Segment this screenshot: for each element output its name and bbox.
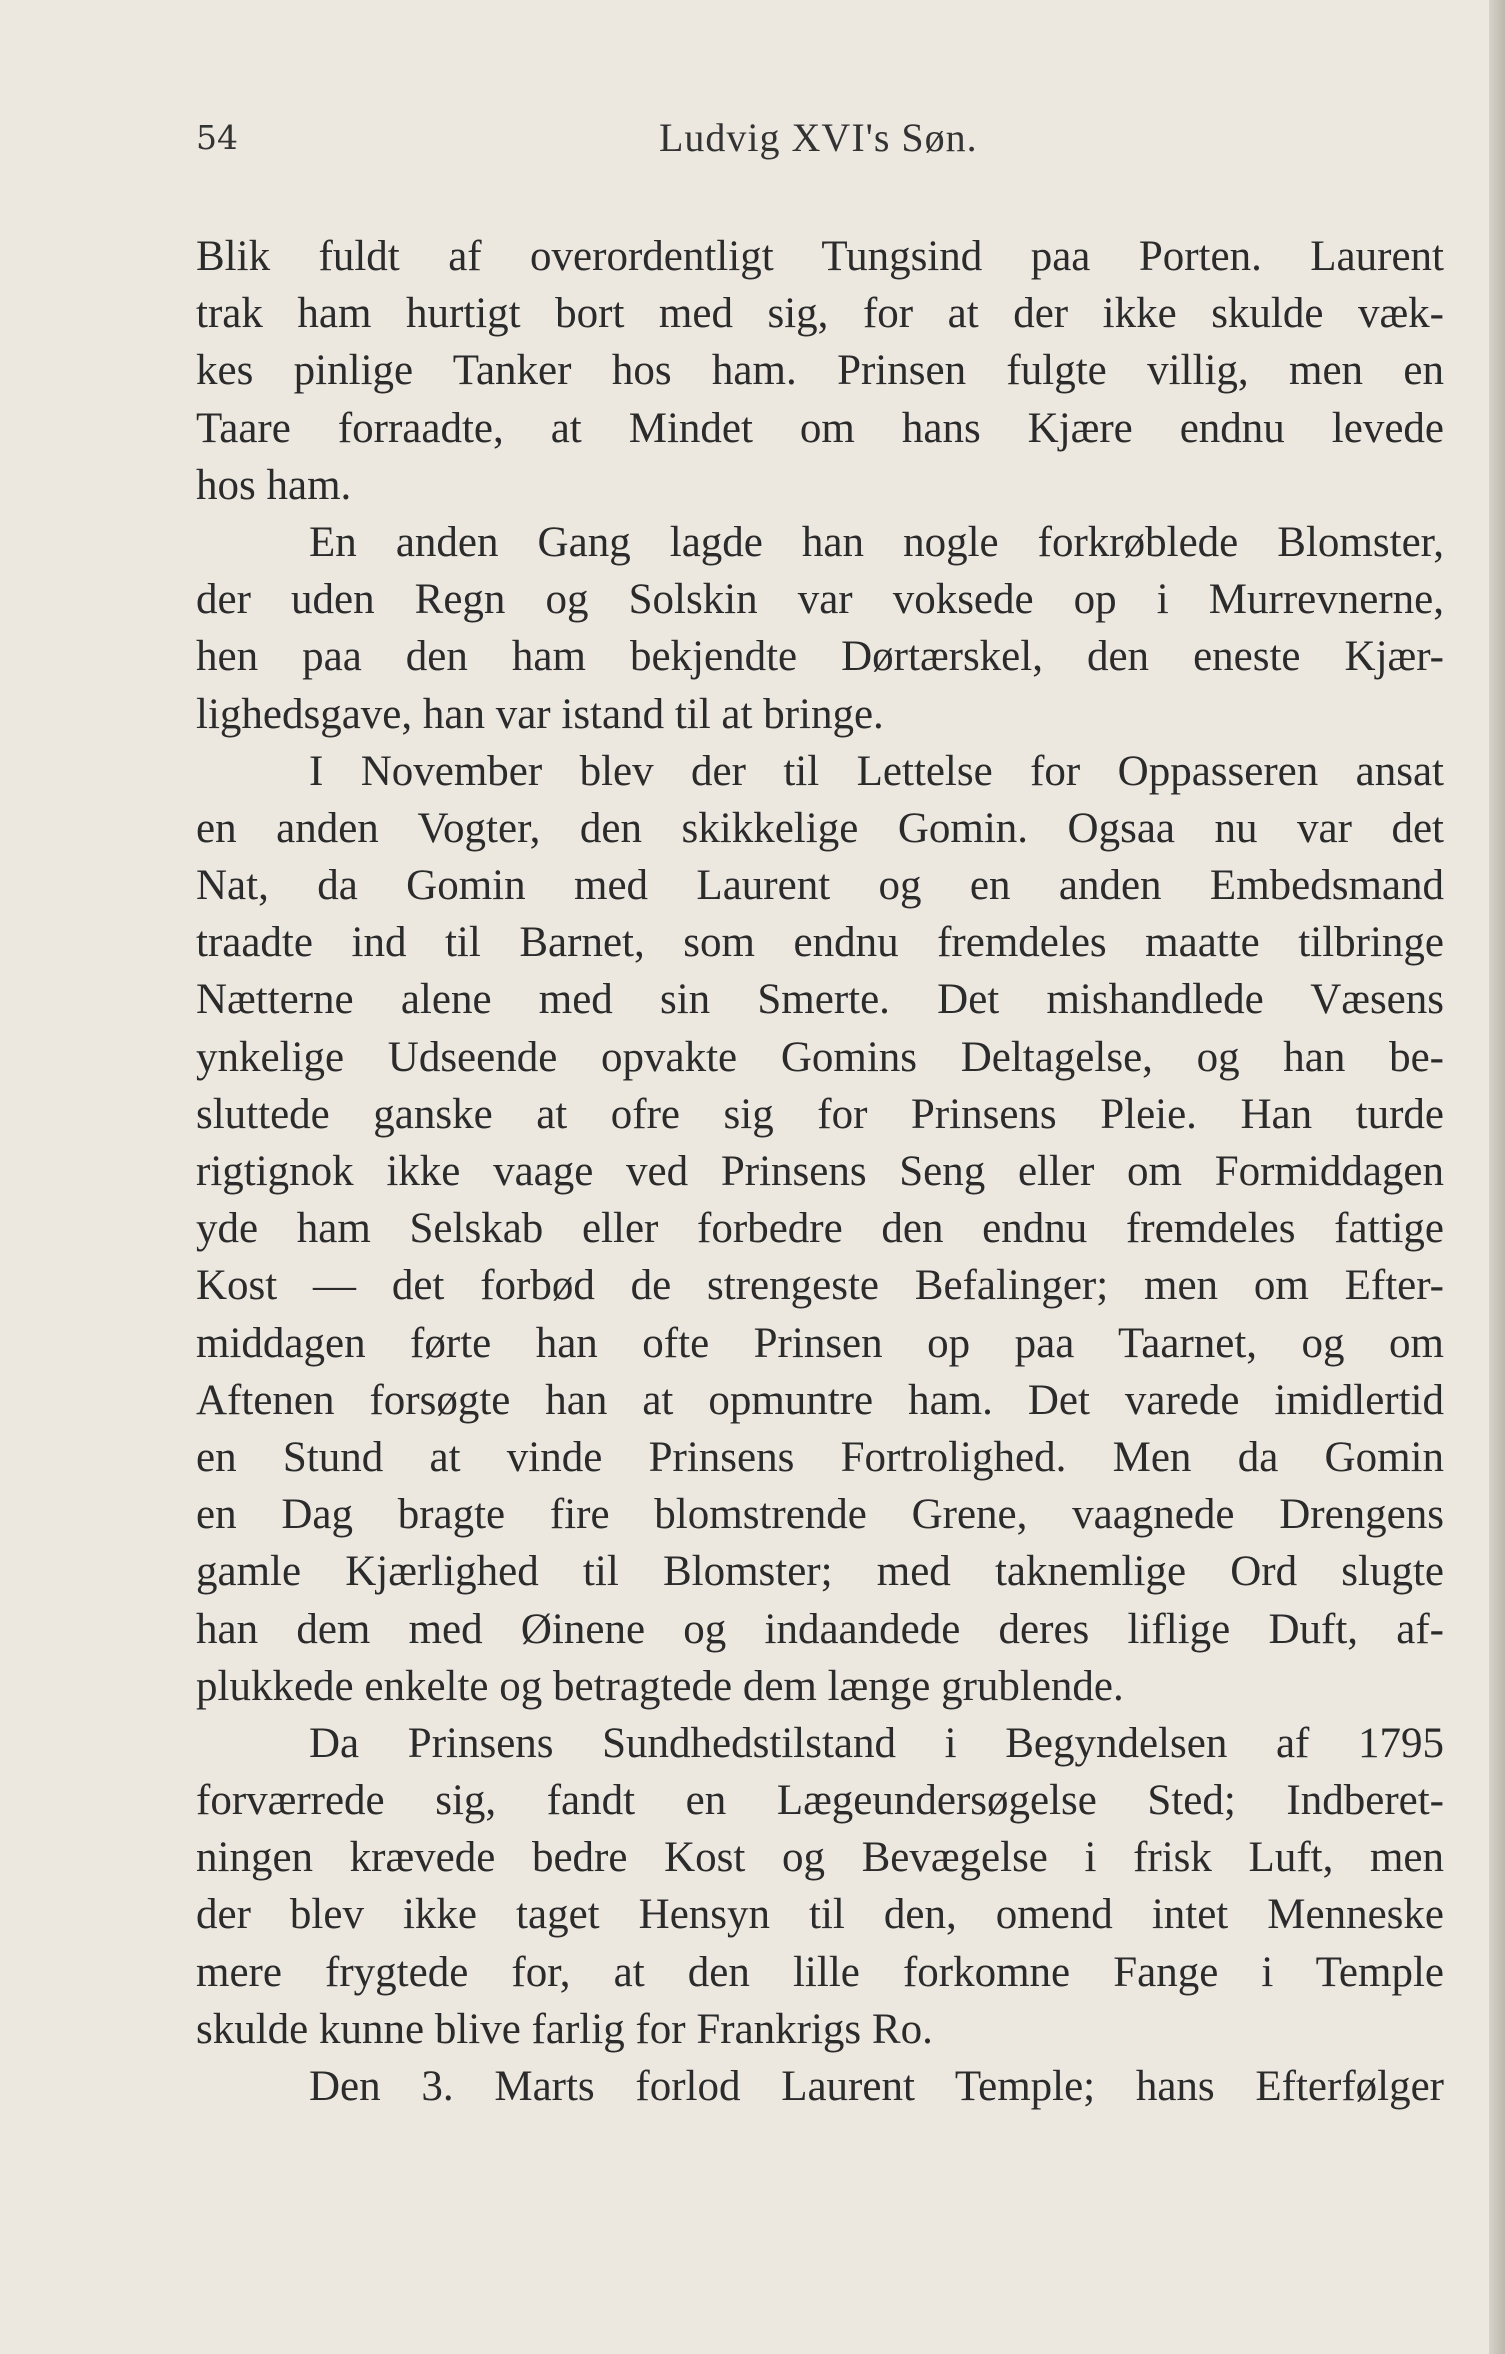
text-line: han dem med Øinene og indaandede deres liflige Duft, af- — [196, 1605, 1444, 1653]
text-line: sluttede ganske at ofre sig for Prinsens Pleie. Han turde — [196, 1090, 1444, 1138]
text-line: skulde kunne blive farlig for Frankrigs Ro. — [196, 2005, 933, 2053]
text-line: Taare forraadte, at Mindet om hans Kjære endnu levede — [196, 404, 1444, 452]
text-line: Da Prinsens Sundhedstilstand i Begyndelsen af 1795 — [309, 1719, 1444, 1767]
text-line: rigtignok ikke vaage ved Prinsens Seng eller om Formiddagen — [196, 1148, 1444, 1195]
text-line: lighedsgave, han var istand til at bringe. — [196, 690, 884, 738]
text-line: forværrede sig, fandt en Lægeundersøgelse Sted; Indberet- — [196, 1777, 1444, 1825]
text-line: En anden Gang lagde han nogle forkrøblede Blomster, — [309, 518, 1444, 566]
text-line: kes pinlige Tanker hos ham. Prinsen fulgte villig, men en — [196, 347, 1444, 395]
text-line: hos ham. — [196, 461, 352, 509]
page-edge — [1489, 0, 1505, 2354]
text-line: ynkelige Udseende opvakte Gomins Deltagelse, og han be- — [196, 1033, 1444, 1081]
text-line: Den 3. Marts forlod Laurent Temple; hans Efterfølger — [309, 2063, 1444, 2110]
text-line: der blev ikke taget Hensyn til den, omend intet Menneske — [196, 1891, 1444, 1939]
text-line: trak ham hurtigt bort med sig, for at der ikke skulde væk- — [196, 290, 1444, 338]
page-number: 54 — [196, 118, 238, 157]
text-line: Blik fuldt af overordentligt Tungsind paa Porten. Laurent — [196, 233, 1444, 280]
text-line: middagen førte han ofte Prinsen op paa Taarnet, og om — [196, 1319, 1444, 1367]
text-line: en anden Vogter, den skikkelige Gomin. Ogsaa nu var det — [196, 804, 1444, 852]
text-line: Aftenen forsøgte han at opmuntre ham. Det varede imidlertid — [196, 1376, 1444, 1424]
text-line: Nat, da Gomin med Laurent og en anden Embedsmand — [196, 862, 1444, 910]
text-line: ningen krævede bedre Kost og Bevægelse i frisk Luft, men — [196, 1834, 1444, 1882]
text-line: en Stund at vinde Prinsens Fortrolighed. Men da Gomin — [196, 1433, 1444, 1481]
text-line: yde ham Selskab eller forbedre den endnu fremdeles fattige — [196, 1205, 1444, 1253]
text-line: der uden Regn og Solskin var voksede op i Murrevnerne, — [196, 576, 1444, 624]
text-line: en Dag bragte fire blomstrende Grene, vaagnede Drengens — [196, 1491, 1444, 1539]
text-line: hen paa den ham bekjendte Dørtærskel, den eneste Kjær- — [196, 633, 1444, 681]
text-line: plukkede enkelte og betragtede dem længe grublende. — [196, 1662, 1124, 1710]
text-line: traadte ind til Barnet, som endnu fremdeles maatte tilbringe — [196, 919, 1444, 967]
running-title: Ludvig XVI's Søn. — [659, 115, 978, 160]
text-line: gamle Kjærlighed til Blomster; med taknemlige Ord slugte — [196, 1548, 1444, 1596]
text-line: I November blev der til Lettelse for Oppasseren ansat — [309, 747, 1444, 795]
text-line: Nætterne alene med sin Smerte. Det mishandlede Væsens — [196, 976, 1444, 1024]
text-line: mere frygtede for, at den lille forkomne Fange i Temple — [196, 1948, 1444, 1996]
body-text — [196, 228, 1444, 2115]
page-header — [196, 112, 1444, 164]
text-line: Kost — det forbød de strengeste Befalinger; men om Efter- — [196, 1262, 1444, 1310]
